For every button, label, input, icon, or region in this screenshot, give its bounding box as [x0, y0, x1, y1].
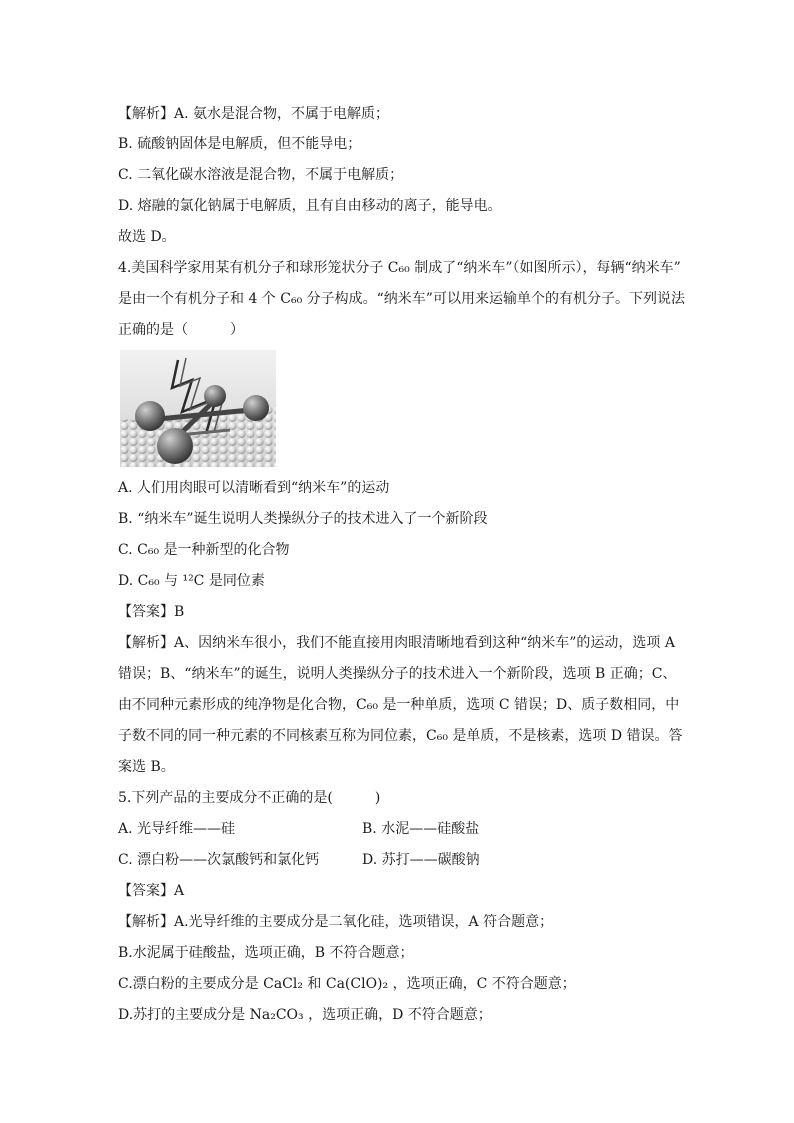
- q5-analysis-line: B.水泥属于硅酸盐，选项正确，B 不符合题意；: [118, 945, 414, 961]
- q5-analysis-line: C.漂白粉的主要成分是 CaCl₂ 和 Ca(ClO)₂ ，选项正确，C 不符合题意；: [118, 976, 576, 992]
- q3-analysis-line: 【解析】A. 氨水是混合物，不属于电解质；: [118, 106, 390, 122]
- q4-analysis-line: 由不同种元素形成的纯净物是化合物，C₆₀ 是一种单质，选项 C 错误；D、质子数相同，中: [118, 697, 680, 713]
- q5-option-c: C. 漂白粉——次氯酸钙和氯化钙: [118, 852, 320, 868]
- nanocar-figure: [120, 350, 276, 467]
- q4-analysis-line: 案选 B。: [118, 759, 175, 775]
- q4-analysis-line: 【解析】A、因纳米车很小，我们不能直接用肉眼清晰地看到这种“纳米车”的运动，选项 A: [118, 635, 675, 651]
- q5-analysis-line: 【解析】A.光导纤维的主要成分是二氧化硅，选项错误，A 符合题意；: [118, 914, 554, 930]
- q4-option-a: A. 人们用肉眼可以清晰看到“纳米车”的运动: [118, 480, 390, 496]
- q5-answer: 【答案】A: [118, 883, 185, 899]
- q5-option-d: D. 苏打——碳酸钠: [362, 852, 480, 868]
- q5-analysis-line: D.苏打的主要成分是 Na₂CO₃ ，选项正确，D 不符合题意；: [118, 1007, 492, 1023]
- q4-stem-line: 是由一个有机分子和 4 个 C₆₀ 分子构成。“纳米车”可以用来运输单个的有机分子。下列说法: [118, 291, 685, 307]
- q3-analysis-line: B. 硫酸钠固体是电解质，但不能导电；: [118, 136, 362, 152]
- q4-analysis-line: 错误；B、“纳米车”的诞生，说明人类操纵分子的技术进入一个新阶段，选项 B 正确；C、: [118, 666, 677, 682]
- q4-option-d: D. C₆₀ 与 ¹²C 是同位素: [118, 573, 265, 589]
- q4-analysis-line: 子数不同的同一种元素的不同核素互称为同位素，C₆₀ 是单质，不是核素，选项 D 错误。答: [118, 728, 683, 744]
- q3-analysis-line: D. 熔融的氯化钠属于电解质，且有自由移动的离子，能导电。: [118, 198, 502, 214]
- q4-option-b: B. “纳米车”诞生说明人类操纵分子的技术进入了一个新阶段: [118, 511, 488, 527]
- q5-option-b: B. 水泥——硅酸盐: [362, 821, 480, 837]
- q4-option-c: C. C₆₀ 是一种新型的化合物: [118, 542, 290, 558]
- q4-answer: 【答案】B: [118, 604, 185, 620]
- q5-stem: 5.下列产品的主要成分不正确的是( ): [118, 790, 381, 806]
- q5-option-a: A. 光导纤维——硅: [118, 821, 236, 837]
- q4-stem-line: 正确的是（ ）: [118, 322, 244, 338]
- q3-conclusion: 故选 D。: [118, 229, 176, 245]
- q4-stem-line: 4.美国科学家用某有机分子和球形笼状分子 C₆₀ 制成了“纳米车”（如图所示），每辆“纳米车”: [118, 260, 681, 276]
- q3-analysis-line: C. 二氧化碳水溶液是混合物，不属于电解质；: [118, 167, 404, 183]
